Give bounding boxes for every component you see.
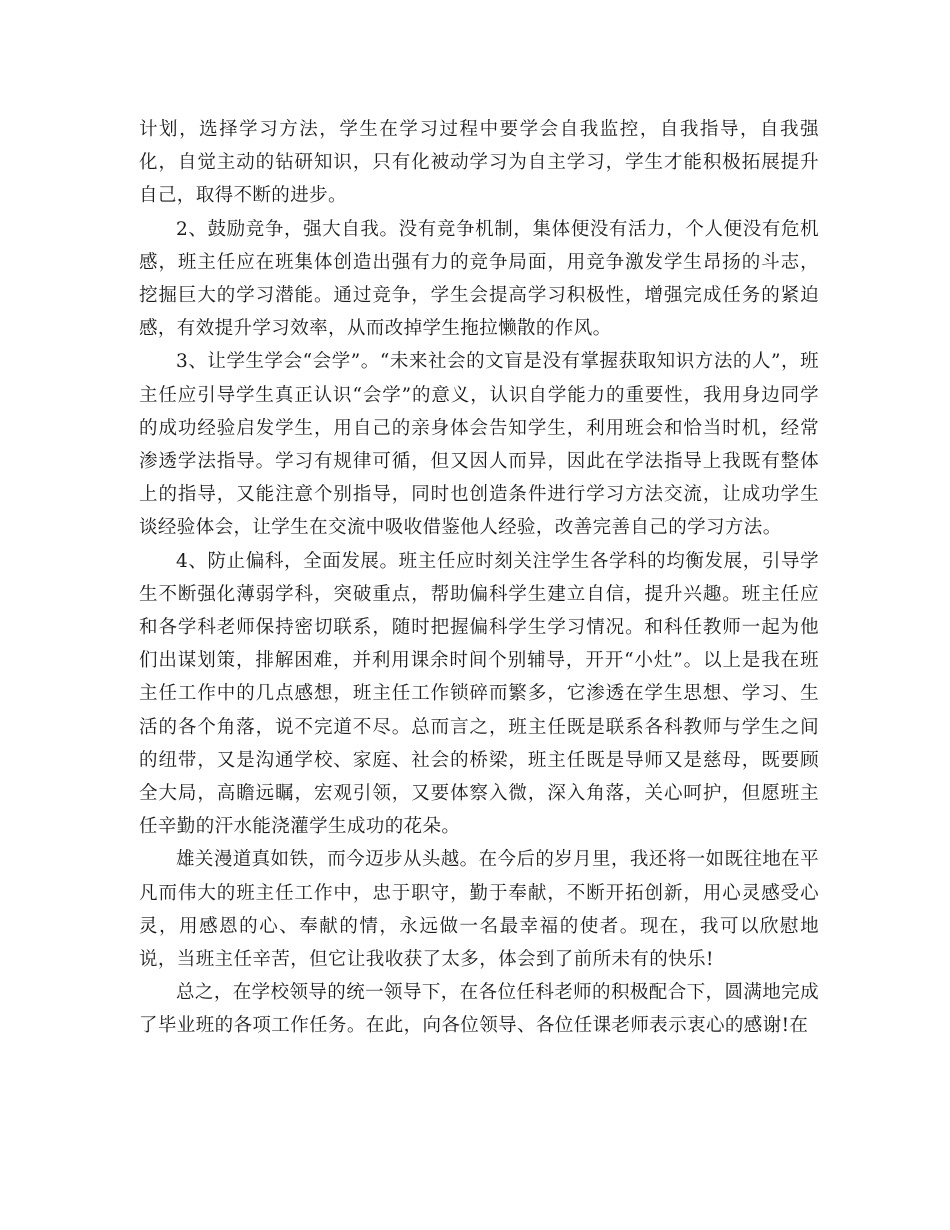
paragraph-learn-to-learn: 3、让学生学会“会学”。“未来社会的文盲是没有掌握获取知识方法的人”，班主任应引导学生真正认识“会学”的意义，认识自学能力的重要性，我用身边同学的成功经验启发学生，用自己的亲身体会告知学生，利用班会和恰当时机，经常渗透学法指导。学习有规律可循，但又因人而异，因此在学法指导上我既有整体上的指导，又能注意个别指导，同时也创造条件进行学习方法交流，让成功学生谈经验体会，让学生在交流中吸收借鉴他人经验，改善完善自己的学习方法。 (139, 351, 819, 539)
document-body (139, 113, 819, 1043)
paragraph-encourage-competition: 2、鼓励竞争，强大自我。没有竞争机制，集体便没有活力，个人便没有危机感，班主任应在班集体创造出强有力的竞争局面，用竞争激发学生昂扬的斗志，挖掘巨大的学习潜能。通过竞争，学生会提高学习积极性，增强完成任务的紧迫感，有效提升学习效率，从而改掉学生拖拉懒散的作风。 (139, 218, 819, 340)
paragraph-future-outlook: 雄关漫道真如铁，而今迈步从头越。在今后的岁月里，我还将一如既往地在平凡而伟大的班主任工作中，忠于职守，勤于奉献，不断开拓创新，用心灵感受心灵，用感恩的心、奉献的情，永远做一名最幸福的使者。现在，我可以欣慰地说，当班主任辛苦，但它让我收获了太多，体会到了前所未有的快乐! (139, 849, 819, 971)
paragraph-study-plan: 计划，选择学习方法，学生在学习过程中要学会自我监控，自我指导，自我强化，自觉主动的钻研知识，只有化被动学习为自主学习，学生才能积极拓展提升自己，取得不断的进步。 (139, 119, 819, 207)
paragraph-conclusion: 总之，在学校领导的统一领导下，在各位任科老师的积极配合下，圆满地完成了毕业班的各项工作任务。在此，向各位领导、各位任课老师表示衷心的感谢!在 (139, 982, 819, 1037)
paragraph-prevent-partiality: 4、防止偏科，全面发展。班主任应时刻关注学生各学科的均衡发展，引导学生不断强化薄弱学科，突破重点，帮助偏科学生建立自信，提升兴趣。班主任应和各学科老师保持密切联系，随时把握偏科学生学习情况。和科任教师一起为他们出谋划策，排解困难，并利用课余时间个别辅导，开开“小灶”。以上是我在班主任工作中的几点感想，班主任工作锁碎而繁多，它渗透在学生思想、学习、生活的各个角落，说不完道不尽。总而言之，班主任既是联系各科教师与学生之间的纽带，又是沟通学校、家庭、社会的桥梁，班主任既是导师又是慈母，既要顾全大局，高瞻远瞩，宏观引领，又要体察入微，深入角落，关心呵护，但愿班主任辛勤的汗水能浇灌学生成功的花朵。 (139, 550, 819, 838)
